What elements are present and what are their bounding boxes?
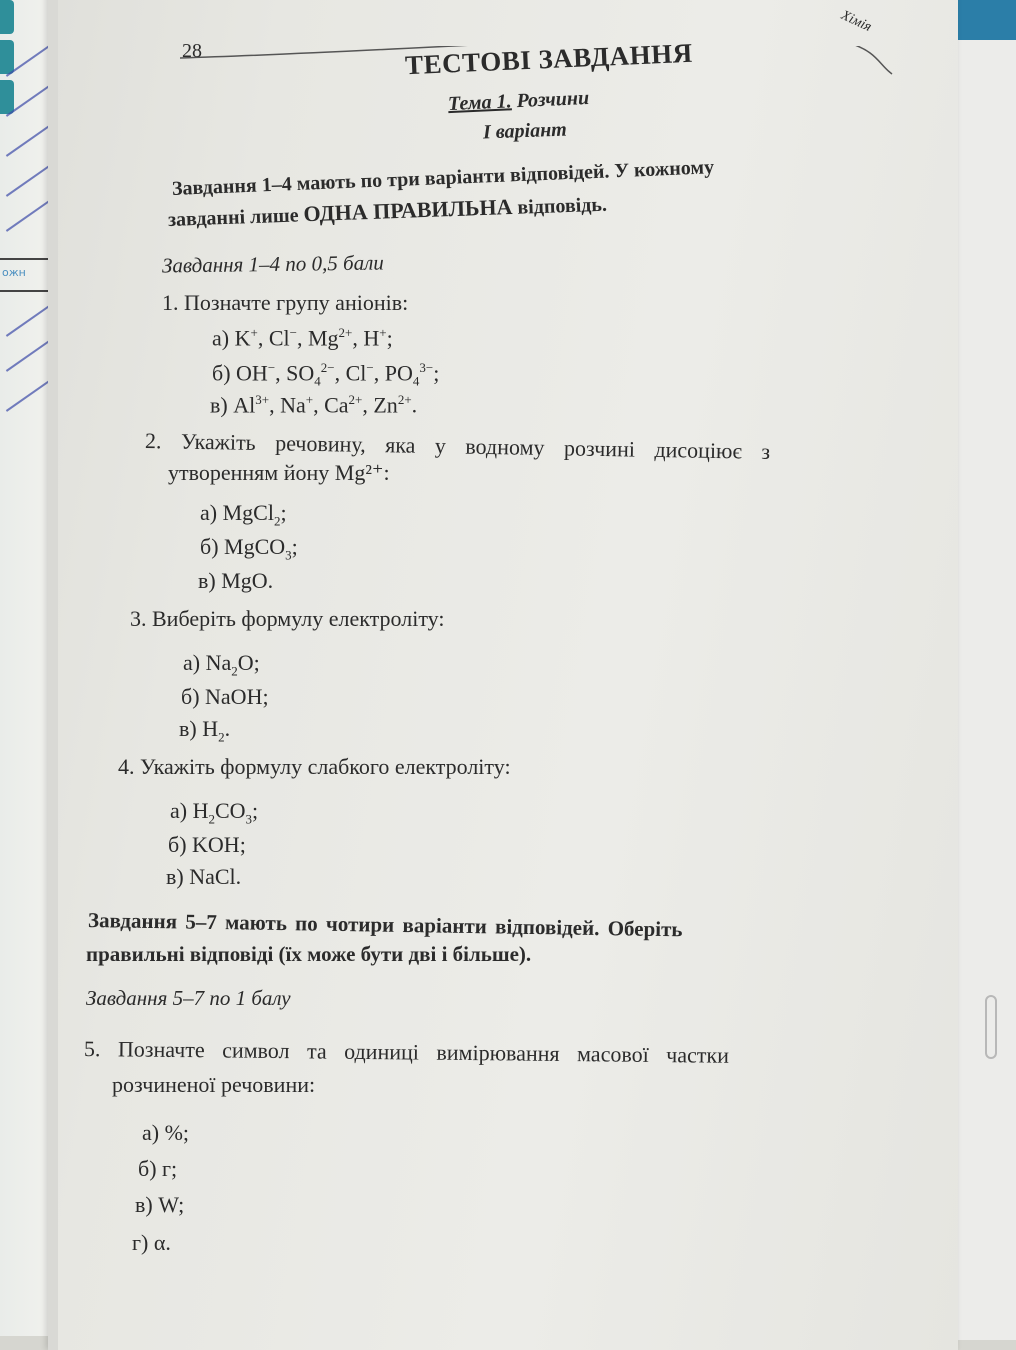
question-2-option-a: а) MgCl$_2$; [200, 500, 287, 529]
topic-name: Розчини [511, 86, 590, 113]
section1-points-note: Завдання 1–4 по 0,5 бали [161, 250, 384, 278]
question-3-option-a: а) $Na_2O$; [183, 650, 260, 679]
notebook-tab [0, 0, 14, 34]
question-3-option-c: в) $H_2$. [179, 716, 231, 745]
notebook-tab [0, 80, 14, 114]
question-1-option-b: б) OH−, $SO_4^{2-}$, Cl−, $PO_4^{3-}$; [212, 360, 440, 389]
question-2-option-b: б) MgCO$_3$; [200, 534, 298, 563]
question-2-option-c: в) MgO. [198, 568, 274, 593]
section1-instruction-line1: Завдання 1–4 мають по три варіанти відповідей. У кожному [171, 156, 715, 200]
notebook-tab [0, 40, 14, 74]
question-5-option-c: в) W; [135, 1192, 185, 1217]
question-4-option-a: а) $H_2CO_3$; [170, 798, 259, 827]
topic-prefix: Тема 1. [447, 90, 513, 116]
question-4: 4. Укажіть формулу слабкого електроліту: [118, 754, 511, 779]
section2-points-note: Завдання 5–7 по 1 балу [86, 986, 291, 1010]
question-5-option-a: а) %; [142, 1120, 190, 1145]
section1-instruction-line2: завданні лише ОДНА ПРАВИЛЬНА відповідь. [167, 193, 608, 231]
notebook-label: ожн [2, 266, 26, 279]
question-3-option-b: б) NaOH; [181, 684, 269, 709]
question-2-line2: утворенням йону Mg²⁺: [168, 460, 390, 485]
section2-instruction-line1: Завдання 5–7 мають по чотири варіанти відповідей. Оберіть [87, 908, 683, 942]
page-number: 28 [182, 40, 202, 62]
question-3: 3. Виберіть формулу електроліту: [130, 606, 445, 631]
question-2-line1: 2. Укажіть речовину, яка у водному розчині дисоціює з [144, 428, 771, 464]
section2-instruction-line2: правильні відповіді (їх може бути дві і більше). [86, 942, 532, 966]
variant-heading: I варіант [482, 118, 568, 144]
question-1-option-c: в) $Al^{3+}$, Na+, $Ca^{2+}$, $Zn^{2+}$. [210, 392, 418, 418]
question-1-option-a: а) K+, Cl−, $Mg^{2+}$, H+; [212, 325, 393, 351]
question-5-line2: розчиненої речовини: [112, 1072, 316, 1097]
question-5-option-b: б) г; [138, 1156, 178, 1181]
question-1: 1. Позначте групу аніонів: [162, 290, 409, 315]
question-5-line1: 5. Позначте символ та одиниці вимірювання масової частки [83, 1036, 730, 1068]
running-title: Хімія [838, 8, 874, 36]
binder-clip [985, 995, 997, 1059]
question-5-option-d: г) α. [132, 1230, 171, 1255]
question-4-option-b: б) KOH; [168, 832, 246, 857]
page-title: ТЕСТОВІ ЗАВДАННЯ [404, 37, 694, 81]
question-4-option-c: в) NaCl. [166, 864, 242, 889]
emphasis: ОДНА ПРАВИЛЬНА [303, 193, 513, 227]
